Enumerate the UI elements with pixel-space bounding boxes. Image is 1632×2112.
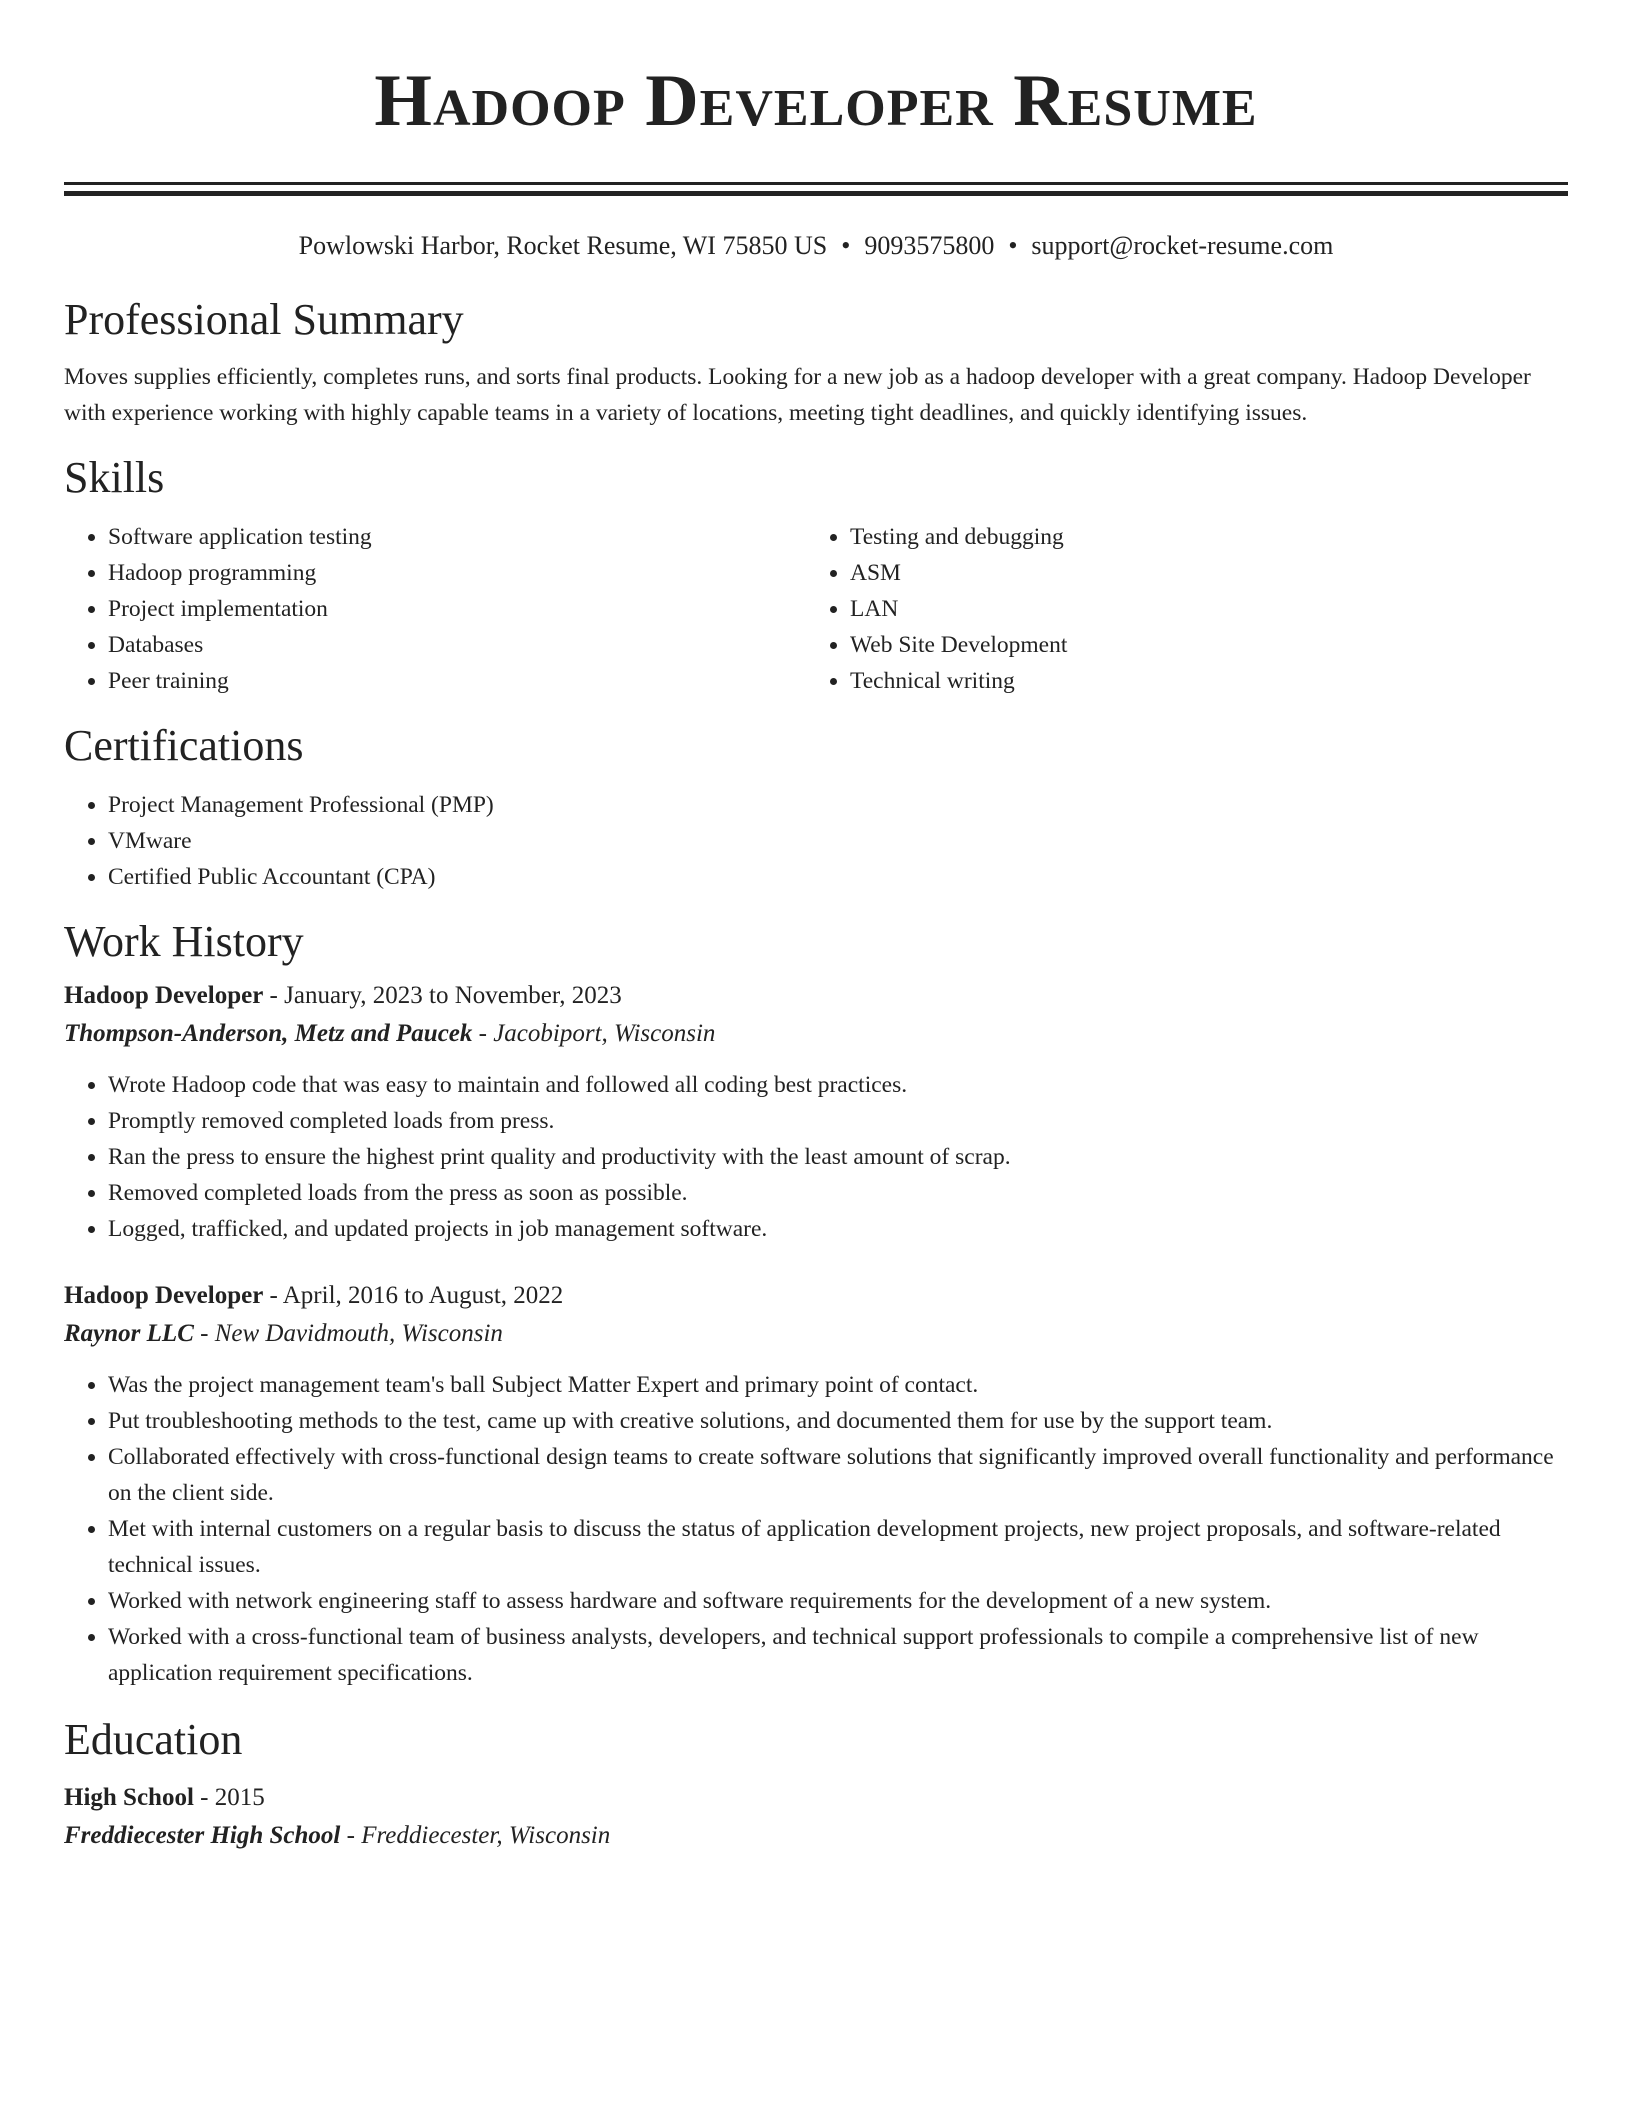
education-location: - Freddiecester, Wisconsin [340,1822,611,1849]
job-entry [64,977,1568,1247]
job-company-line [64,1315,1568,1353]
job-company: Thompson-Anderson, Metz and Paucek [64,1020,473,1047]
contact-separator: • [1008,231,1018,260]
contact-phone: 9093575800 [864,231,995,260]
job-bullet: • Wrote Hadoop code that was easy to maintain and followed all coding best practices. [108,1067,1568,1103]
education-school: Freddiecester High School [64,1822,341,1849]
contact-address: Powlowski Harbor, Rocket Resume, WI 75850 US [298,231,828,260]
education-degree: High School [64,1784,194,1811]
job-title: Hadoop Developer [64,1282,264,1309]
skill-item: • Project implementation [108,591,806,627]
page-title: Hadoop Developer Resume [374,60,1258,142]
education-year: - 2015 [193,1784,265,1811]
contact-line [64,229,1568,263]
job-bullet: • Put troubleshooting methods to the test, came up with creative solutions, and documented them for use by the support team. [108,1403,1568,1439]
skill-item: • LAN [850,591,1548,627]
skill-item: • ASM [850,555,1548,591]
skills-column-left [64,519,806,699]
job-dates: - April, 2016 to August, 2022 [263,1282,564,1309]
job-company: Raynor LLC [64,1320,194,1347]
job-bullet: • Worked with a cross-functional team of business analysts, developers, and technical support professionals to compile a comprehensive list of new application requirement specifications. [108,1619,1568,1691]
certifications-list [64,787,1568,895]
skill-item: • Technical writing [850,663,1548,699]
job-responsibilities [64,1067,1568,1247]
job-bullet: • Collaborated effectively with cross-functional design teams to create software solutions that significantly improved overall functionality and performance on the client side. [108,1439,1568,1511]
job-bullet: • Logged, trafficked, and updated projects in job management software. [108,1211,1568,1247]
contact-email: support@rocket-resume.com [1031,231,1334,260]
skills-column-right [806,519,1548,699]
certification-item: • VMware [108,823,1568,859]
skill-item: • Databases [108,627,806,663]
job-dates: - January, 2023 to November, 2023 [263,982,622,1009]
skill-item: • Software application testing [108,519,806,555]
job-bullet: • Worked with network engineering staff to assess hardware and software requirements for the development of a new system. [108,1583,1568,1619]
job-entry [64,1277,1568,1691]
job-title-line [64,1277,1568,1315]
skill-item: • Web Site Development [850,627,1548,663]
job-company-line [64,1015,1568,1053]
skills-heading: Skills [64,453,165,502]
job-title: Hadoop Developer [64,982,264,1009]
education-degree-line [64,1779,1568,1817]
certification-item: • Certified Public Accountant (CPA) [108,859,1568,895]
job-bullet: • Promptly removed completed loads from press. [108,1103,1568,1139]
contact-separator: • [841,231,851,260]
job-location: - Jacobiport, Wisconsin [472,1020,716,1047]
job-responsibilities [64,1367,1568,1691]
education-school-line [64,1817,1568,1855]
skill-item: • Peer training [108,663,806,699]
education-heading: Education [64,1715,243,1764]
certification-item: • Project Management Professional (PMP) [108,787,1568,823]
skill-item: • Testing and debugging [850,519,1548,555]
summary-text: Moves supplies efficiently, completes runs, and sorts final products. Looking for a new job as a hadoop developer with a great company. Hadoop Developer with experience working with highly capable teams in a variety of locations, meeting tight deadlines, and quickly identifying issues. [64,364,1531,426]
skill-item: • Hadoop programming [108,555,806,591]
certifications-heading: Certifications [64,721,304,770]
job-bullet: • Was the project management team's ball Subject Matter Expert and primary point of contact. [108,1367,1568,1403]
summary-heading: Professional Summary [64,295,464,344]
title-divider-bottom [64,191,1568,196]
title-divider-top [64,182,1568,185]
job-bullet: • Ran the press to ensure the highest print quality and productivity with the least amount of scrap. [108,1139,1568,1175]
education-entry [64,1779,1568,1855]
job-bullet: • Removed completed loads from the press as soon as possible. [108,1175,1568,1211]
skills-list [64,519,1568,699]
job-bullet: • Met with internal customers on a regular basis to discuss the status of application development projects, new project proposals, and software-related technical issues. [108,1511,1568,1583]
job-title-line [64,977,1568,1015]
work-history-heading: Work History [64,917,304,966]
job-location: - New Davidmouth, Wisconsin [193,1320,503,1347]
